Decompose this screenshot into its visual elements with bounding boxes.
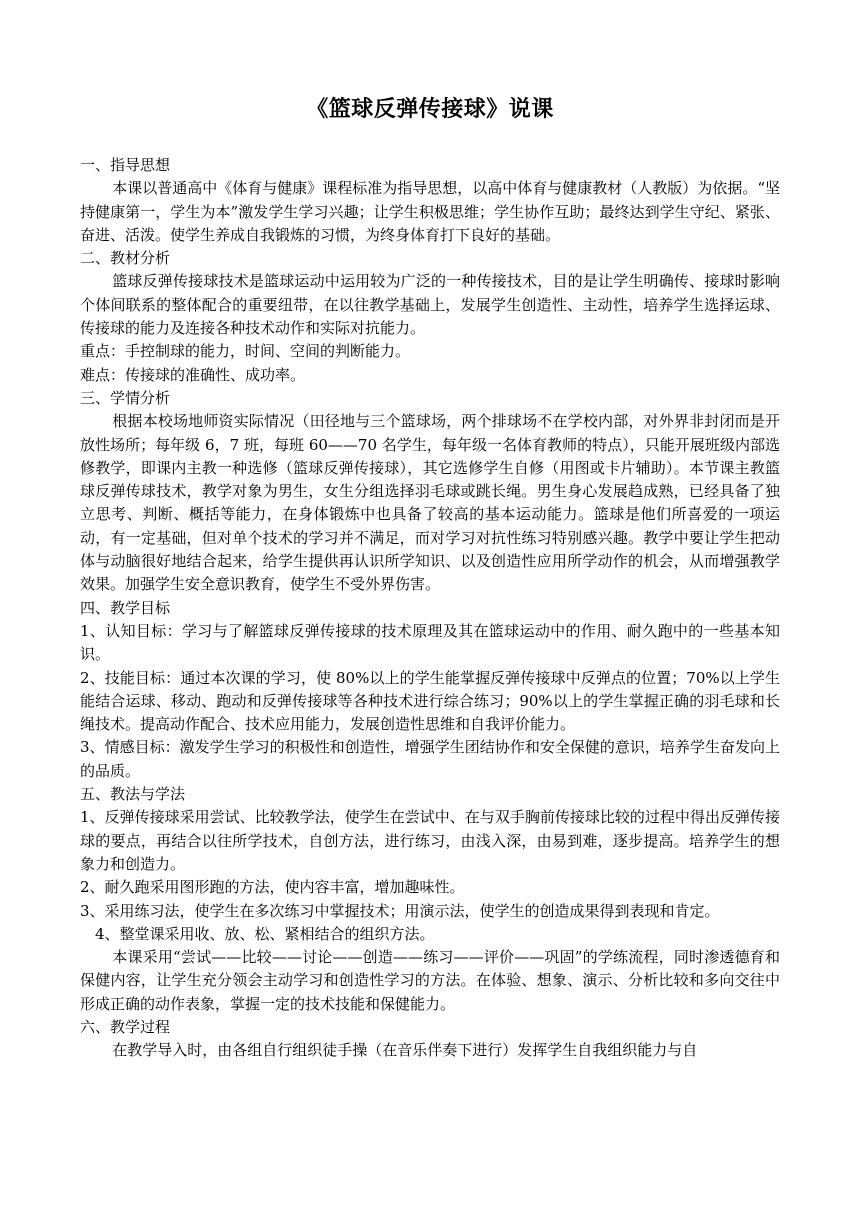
- paragraph-guiding-ideology: 本课以普通高中《体育与健康》课程标准为指导思想，以高中体育与健康教材（人教版）为依据。“坚持健康第一，学生为本”激发学生学习兴趣；让学生积极思维；学生协作互助；最终达到学生守纪、紧张、奋进、活泼。使学生养成自我锻炼的习惯，为终身体育打下良好的基础。: [80, 179, 780, 244]
- goal-emotion: 3、情感目标：激发学生学习的积极性和创造性，增强学生团结协作和安全保健的意识，培养学生奋发向上的品质。: [80, 738, 780, 780]
- method-item-4: 4、整堂课采用收、放、松、紧相结合的组织方法。: [95, 924, 435, 943]
- paragraph-learning-flow: 本课采用“尝试——比较——讨论——创造——练习——评价——巩固”的学练流程，同时渗透德育和保健内容，让学生充分领会主动学习和创造性学习的方法。在体验、想象、演示、分析比较和多向交往中形成正确的动作表象，掌握一定的技术技能和保健能力。: [80, 948, 780, 1013]
- paragraph-textbook-analysis: 篮球反弹传接球技术是篮球运动中运用较为广泛的一种传接技术，目的是让学生明确传、接球时影响个体间联系的整体配合的重要纽带，在以往教学基础上，发展学生创造性、主动性，培养学生选择运球、传接球的能力及连接各种技术动作和实际对抗能力。: [80, 272, 780, 338]
- section-heading-student-analysis: 三、学情分析: [80, 388, 171, 407]
- section-heading-teaching-process: 六、教学过程: [80, 1017, 171, 1036]
- paragraph-student-analysis: 根据本校场地师资实际情况（田径地与三个篮球场，两个排球场不在学校内部，对外界非封闭而是开放性场所；每年级 6，7 班，每班 60——70 名学生，每年级一名体育教师的特点），只能开展班级内部选修教学，即课内主教一种选修（篮球反弹传接球），其它选修学生自修（用图或卡片辅助）。本节课主教篮球反弹传球技术，教学对象为男生，女生分组选择羽毛球或跳长绳。男生身心发展趋成熟，已经具备了独立思考、判断、概括等能力，在身体锻炼中也具备了较高的基本运动能力。篮球是他们所喜爱的一项运动，有一定基础，但对单个技术的学习并不满足，而对学习对抗性练习特别感兴趣。教学中要让学生把动体与动脑很好地结合起来，给学生提供再认识所学知识、以及创造性应用所学动作的机会，从而增强教学效果。加强学生安全意识教育，使学生不受外界伤害。: [80, 412, 780, 594]
- paragraph-teaching-process: 在教学导入时，由各组自行组织徒手操（在音乐伴奏下进行）发挥学生自我组织能力与自: [112, 1041, 698, 1060]
- document-page: [80, 92, 780, 1063]
- method-item-2: 2、耐久跑采用图形跑的方法，使内容丰富，增加趣味性。: [80, 878, 465, 897]
- document-title: 《篮球反弹传接球》说课: [306, 96, 554, 122]
- goal-skill: 2、技能目标：通过本次课的学习，使 80%以上的学生能掌握反弹传接球中反弹点的位置；70%以上学生能结合运球、移动、跑动和反弹传接球等各种技术进行综合练习；90%以上的学生掌握正确的羽毛球和长绳技术。提高动作配合、技术应用能力，发展创造性思维和自我评价能力。: [80, 668, 780, 734]
- section-heading-guiding-ideology: 一、指导思想: [80, 156, 171, 174]
- key-point-line: 重点：手控制球的能力，时间、空间的判断能力。: [80, 342, 411, 361]
- difficulty-line: 难点：传接球的准确性、成功率。: [80, 365, 306, 384]
- method-item-1: 1、反弹传接球采用尝试、比较教学法，使学生在尝试中、在与双手胸前传接球比较的过程中得出反弹传接球的要点，再结合以往所学技术，自创方法，进行练习，由浅入深，由易到难，逐步提高。培养学生的想象力和创造力。: [80, 808, 780, 873]
- goal-cognitive: 1、认知目标：学习与了解篮球反弹传接球的技术原理及其在篮球运动中的作用、耐久跑中的一些基本知识。: [80, 621, 780, 664]
- method-item-3: 3、采用练习法，使学生在多次练习中掌握技术；用演示法，使学生的创造成果得到表现和肯定。: [80, 901, 720, 920]
- section-heading-teaching-goals: 四、教学目标: [80, 598, 171, 617]
- section-heading-methods: 五、教法与学法: [80, 785, 186, 804]
- document-body: [80, 154, 780, 1063]
- section-heading-textbook-analysis: 二、教材分析: [80, 249, 171, 268]
